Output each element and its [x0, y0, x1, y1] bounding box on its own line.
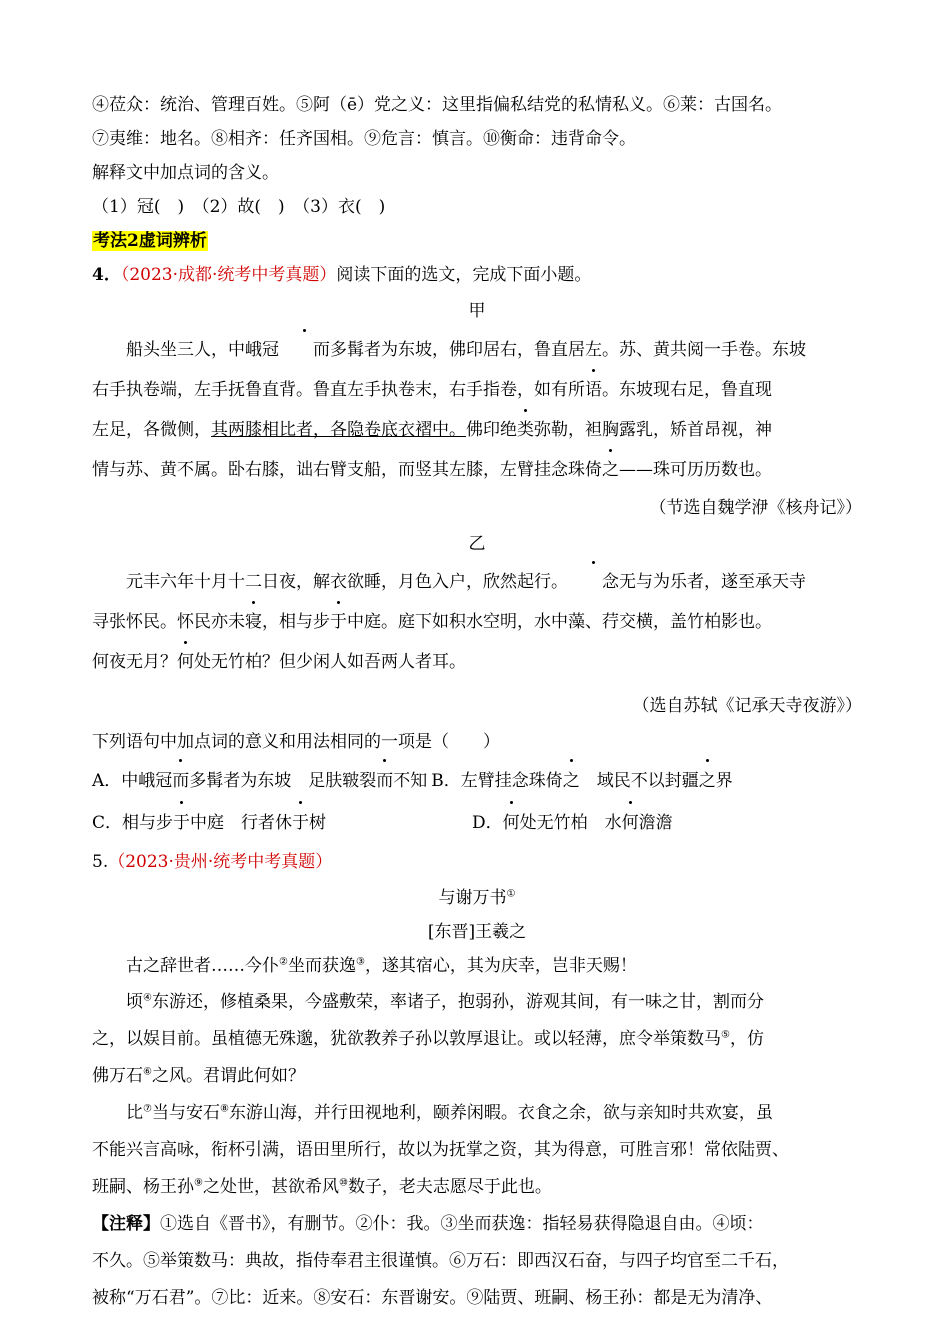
option-label: C． — [92, 813, 123, 833]
q5-text: 古之辞世者……今仆 — [126, 956, 279, 976]
q5-para-3-line-1 — [92, 1095, 862, 1132]
yi-text: 中庭。庭下如积水空明，水中藻、荇交横，盖竹柏影也。 — [347, 612, 772, 632]
q5-para-3-line-3 — [92, 1169, 862, 1206]
section-tag: 考法2虚词辨析 — [93, 231, 207, 251]
q5-para-2-line-1 — [92, 984, 862, 1021]
dotted-word: 何 — [622, 802, 639, 844]
footnote-mark: ⑦ — [143, 1103, 152, 1115]
dotted-word: 而 — [279, 330, 330, 370]
jia-source: （节选自魏学洢《核舟记》） — [649, 498, 862, 518]
dotted-word: 之 — [699, 760, 716, 802]
section-tag-line — [92, 224, 862, 258]
task-instruction: 解释文中加点词的含义。 — [92, 163, 279, 183]
footnote-mark: ① — [506, 888, 516, 900]
yi-text: 元丰六年十月十二日夜，解衣欲睡，月色入户，欣然起行。 — [126, 572, 568, 592]
document-page — [92, 88, 862, 1317]
dotted-word: 类 — [517, 410, 534, 450]
q5-number: 5. — [92, 852, 109, 872]
dotted-word: 而 — [376, 760, 393, 802]
option-b[interactable] — [431, 760, 733, 802]
dotted-word: 念 — [568, 562, 619, 602]
q4-source: （2023·成都·统考中考真题） — [120, 265, 337, 285]
option-text: 中峨冠 — [121, 771, 173, 791]
jia-line-1 — [92, 330, 862, 370]
q5-notes-line-1 — [92, 1206, 862, 1243]
option-text: 处无竹柏 水 — [519, 813, 622, 833]
dotted-word: 之 — [602, 450, 619, 490]
option-text: 左臂挂念珠倚 — [460, 771, 563, 791]
yi-line-2 — [92, 602, 862, 642]
jia-text: 佛印绝 — [466, 420, 517, 440]
option-text: 相与步 — [122, 813, 174, 833]
q5-text: 东游还，修植桑果，今盛敷荣，率诸子，抱弱孙，游观其间，有一味之甘，割而分 — [151, 992, 764, 1012]
yi-line-1 — [92, 562, 862, 602]
footnote-mark: ④ — [143, 992, 152, 1004]
dotted-word: 何 — [177, 642, 194, 682]
jia-text: 弥勒，袒胸露乳，矫首昂视，神 — [534, 420, 772, 440]
yi-text: 无与为乐者，遂至承天寺 — [619, 572, 806, 592]
q5-text: 比 — [126, 1103, 143, 1123]
q5-header — [92, 844, 862, 880]
yi-text: 寻张怀民。怀民亦未 — [92, 612, 245, 632]
option-d[interactable] — [472, 802, 673, 844]
q4-header — [92, 258, 862, 292]
q5-para-2-line-3 — [92, 1058, 862, 1095]
jia-line-2 — [92, 370, 862, 410]
option-label: D． — [472, 813, 503, 833]
option-text: 多髯者为东坡 足肤皲裂 — [189, 771, 377, 791]
q5-text: 顷 — [126, 992, 143, 1012]
dotted-word: 于 — [292, 802, 309, 844]
option-text: 中庭 行者休 — [190, 813, 293, 833]
q5-text: 之处世，甚欲希风 — [202, 1177, 339, 1197]
q4-jia-title: 甲 — [468, 301, 486, 321]
q5-text: ，仿 — [729, 1029, 764, 1049]
footnote-mark: ⑧ — [219, 1103, 229, 1115]
notes-text: ①选自《晋书》，有删节。②仆：我。③坐而获逸：指轻易获得隐退自由。④顷： — [160, 1214, 764, 1234]
jia-line-3 — [92, 410, 862, 450]
q5-title-text: 与谢万书 — [438, 888, 507, 908]
q5-title — [92, 880, 862, 916]
dotted-word: 语 — [585, 370, 602, 410]
footnote-mark: ⑤ — [721, 1029, 730, 1041]
q5-text: 坐而获逸 — [287, 956, 356, 976]
jia-text: 情与苏、黄不属。卧右膝，诎右臂支船，而竖其左膝，左臂挂念珠倚 — [92, 460, 602, 480]
jia-text: 左足，各微侧， — [92, 420, 211, 440]
dotted-word: 寝 — [245, 602, 262, 642]
prev-notes-line-2: ⑦夷维：地名。⑧相齐：任齐国相。⑨危言：慎言。⑩衡命：违背命令。 — [92, 129, 636, 149]
dotted-word: 之 — [563, 760, 580, 802]
q4-options-ab — [92, 760, 862, 802]
dotted-word: 于 — [330, 602, 347, 642]
q5-text: 东游山海，并行田视地利，颐养闲暇。衣食之余，欲与亲知时共欢宴，虽 — [228, 1103, 773, 1123]
option-text: 树 — [309, 813, 327, 833]
footnote-mark: ③ — [355, 956, 365, 968]
jia-line-4 — [92, 450, 862, 490]
q4-instruction: 阅读下面的选文，完成下面小题。 — [336, 265, 592, 285]
q5-text: 当与安石 — [151, 1103, 220, 1123]
jia-text: 船头坐三人，中峨冠 — [126, 340, 279, 360]
q5-text: ，遂其宿心，其为庆幸，岂非天赐！ — [364, 956, 637, 976]
option-c[interactable] — [92, 802, 472, 844]
yi-line-3 — [92, 642, 862, 682]
q5-para-3-line-2: 不能兴言高咏，衔杯引满，语田里所行，故以为抚掌之资，其为得意，可胜言邪！常依陆贾、 — [92, 1140, 789, 1160]
dotted-word: 于 — [173, 802, 190, 844]
q5-notes-line-2: 不久。⑤举策数马：典故，指侍奉君主很谨慎。⑥万石：即西汉石奋，与四子均官至二千石， — [92, 1251, 789, 1271]
jia-text: ——珠可历历数也。 — [619, 460, 772, 480]
q4-number: 4． — [92, 265, 121, 285]
q4-yi-title: 乙 — [468, 534, 486, 554]
jia-text: 多髯者为东坡，佛印居右，鲁直居左。苏、黄共阅一手卷。东坡 — [330, 340, 806, 360]
option-label: A． — [92, 771, 122, 791]
notes-label: 【注释】 — [92, 1214, 160, 1234]
fill-blanks: （1）冠( ) （2）故( ) （3）衣( ) — [92, 197, 386, 217]
footnote-mark: ⑩ — [338, 1177, 348, 1189]
option-text: 不知 — [393, 771, 428, 791]
dotted-word: 而 — [172, 760, 189, 802]
footnote-mark: ⑨ — [194, 1177, 203, 1189]
q5-author: [东晋]王羲之 — [427, 922, 527, 942]
q4-options-cd — [92, 802, 862, 844]
option-text: 澹澹 — [638, 813, 673, 833]
q5-text: 之，以娱目前。虽植德无殊邈，犹欲教养子孙以敦厚退让。或以轻薄，庶令举策数马 — [92, 1029, 721, 1049]
q5-para-1 — [92, 948, 862, 984]
yi-source: （选自苏轼《记承天寺夜游》） — [632, 696, 862, 716]
yi-text: 处无竹柏？但少闲人如吾两人者耳。 — [194, 652, 466, 672]
yi-text: 何夜无月？ — [92, 652, 177, 672]
q5-notes-line-3: 被称“万石君”。⑦比：近来。⑧安石：东晋谢安。⑨陆贾、班嗣、杨王孙：都是无为清净、 — [92, 1288, 773, 1308]
q5-source: （2023·贵州·统考中考真题） — [108, 852, 333, 872]
q5-text: 数子，老夫志愿尽于此也。 — [347, 1177, 552, 1197]
prev-notes-line-1: ④莅众：统治、管理百姓。⑤阿（ē）党之义：这里指偏私结党的私情私义。⑥莱：古国名。 — [92, 95, 783, 115]
q4-stem: 下列语句中加点词的意义和用法相同的一项是（ ） — [92, 732, 500, 752]
dotted-word: 何 — [503, 802, 520, 844]
q5-text: 佛万石 — [92, 1066, 143, 1086]
option-text: 域民不以封疆 — [579, 771, 699, 791]
underlined-sentence: 其两膝相比者，各隐卷底衣褶中。 — [211, 420, 466, 440]
q5-para-2-line-2 — [92, 1021, 862, 1058]
q5-text: 之风。君谓此何如？ — [151, 1066, 305, 1086]
yi-text: ，相与步 — [262, 612, 330, 632]
option-label: B． — [431, 771, 461, 791]
footnote-mark: ⑥ — [143, 1066, 152, 1078]
footnote-mark: ② — [279, 956, 288, 968]
q5-text: 班嗣、杨王孙 — [92, 1177, 194, 1197]
option-text: 界 — [715, 771, 733, 791]
option-a[interactable] — [92, 760, 427, 802]
jia-text: 。东坡现右足，鲁直现 — [602, 380, 772, 400]
jia-text: 右手执卷端，左手抚鲁直背。鲁直左手执卷末，右手指卷，如有所 — [92, 380, 585, 400]
